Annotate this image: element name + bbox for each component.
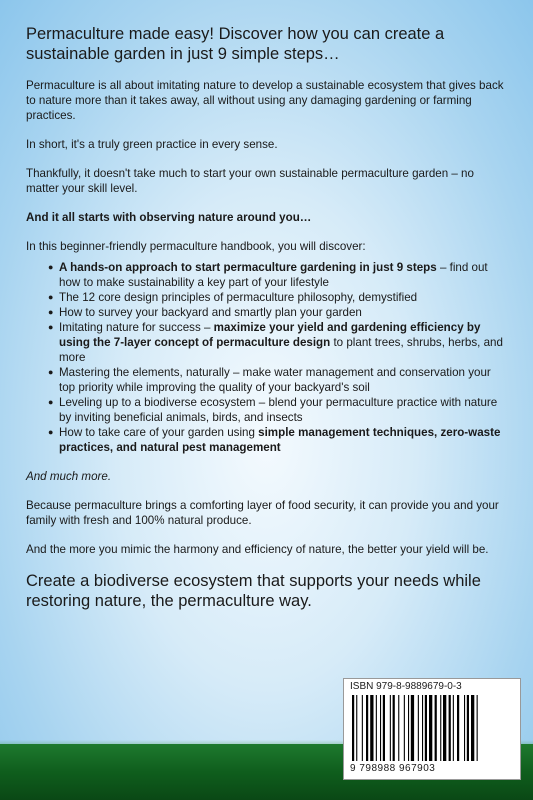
barcode-digits: 9 798988 967903 [350,763,436,774]
observe-nature-line: And it all starts with observing nature around you… [26,211,312,224]
list-item: ● Mastering the elements, naturally – make water management and conservation your top priority while improving the quality of your backyard's soil [50,365,506,395]
food-security-paragraph: Because permaculture brings a comforting layer of food security, it can provide you and your family with fresh and 100% natural produce. [26,499,499,527]
intro-paragraph: Permaculture is all about imitating nature to develop a sustainable ecosystem that gives back to nature more than it takes away, all without using any damaging gardening or farming practices. [26,79,504,122]
list-item: ● How to take care of your garden using simple management techniques, zero-waste practices, and natural pest management [50,425,506,455]
closing-statement: Create a biodiverse ecosystem that supports your needs while restoring nature, the permaculture way. [26,572,481,610]
list-item: ● Imitating nature for success – maximize your yield and gardening efficiency by using the 7-layer concept of permaculture design to plant trees, shrubs, herbs, and more [50,320,506,365]
feature-list [50,260,506,455]
list-item: ● The 12 core design principles of permaculture philosophy, demystified [50,290,506,305]
barcode-icon [350,695,514,761]
harmony-paragraph: And the more you mimic the harmony and efficiency of nature, the better your yield will be. [26,543,489,556]
back-cover-text [26,24,506,611]
list-item: ● Leveling up to a biodiverse ecosystem – blend your permaculture practice with nature by inviting beneficial animals, birds, and insects [50,395,506,425]
list-item: ● How to survey your backyard and smartly plan your garden [50,305,506,320]
barcode-block [343,678,521,780]
much-more-line: And much more. [26,470,112,483]
discover-intro: In this beginner-friendly permaculture handbook, you will discover: [26,240,366,253]
isbn-label: ISBN 979-8-9889679-0-3 [350,681,462,692]
headline: Permaculture made easy! Discover how you can create a sustainable garden in just 9 simple steps… [26,25,445,63]
short-paragraph: In short, it's a truly green practice in every sense. [26,138,278,151]
thankfully-paragraph: Thankfully, it doesn't take much to start your own sustainable permaculture garden – no matter your skill level. [26,167,474,195]
list-item: ● A hands-on approach to start permaculture gardening in just 9 steps – find out how to make sustainability a key part of your lifestyle [50,260,506,290]
